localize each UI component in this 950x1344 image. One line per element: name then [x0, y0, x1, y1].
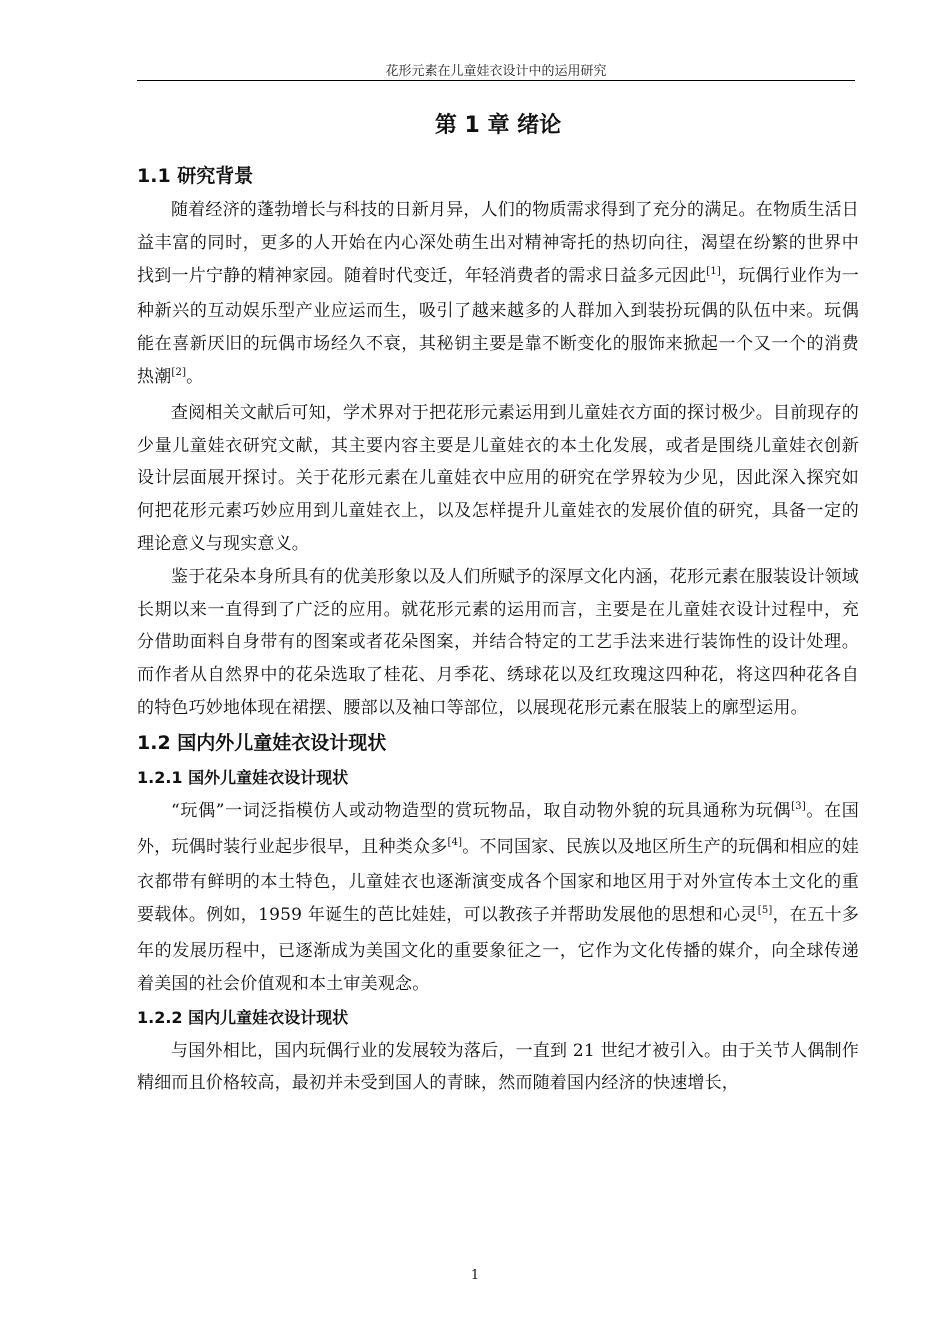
section-heading-1-1: 1.1 研究背景 [137, 165, 254, 187]
paragraph-text: ，在五十多年的发展历程中，已逐渐成为美国文化的重要象征之一，它作为文化传播的媒介，向全球传递着美国的社会价值观和本土审美观念。 [137, 905, 859, 994]
section-heading-1-2: 1.2 国内外儿童娃衣设计现状 [137, 731, 387, 754]
page-number: 1 [470, 1268, 480, 1283]
paragraph-background-3: 鉴于花朵本身所具有的优美形象以及人们所赋予的深厚文化内涵，花形元素在服装设计领域长期以来一直得到了广泛的应用。就花形元素的运用而言，主要是在儿童娃衣设计过程中，充分借助面料自身带有的图案或者花朵图案，并结合特定的工艺手法来进行装饰性的设计处理。而作者从自然界中的花朵选取了桂花、月季花、绣球花以及红玫瑰这四种花，将这四种花各自的特色巧妙地体现在裙摆、腰部以及袖口等部位，以展现花形元素在服装上的廓型运用。 [137, 566, 859, 718]
citation-ref-1[interactable]: [1] [706, 265, 721, 277]
paragraph-text: ，玩偶行业作为一种新兴的互动娱乐型产业应运而生，吸引了越来越多的人群加入到装扮玩偶的队伍中来。玩偶能在喜新厌旧的玩偶市场经久不衰，其秘钥主要是靠不断变化的服饰来掀起一个又一个的消费热潮 [137, 265, 859, 387]
paragraph-text: “玩偶”一词泛指模仿人或动物造型的赏玩物品，取自动物外貌的玩具通称为玩偶 [171, 800, 792, 821]
paragraph-background-2: 查阅相关文献后可知，学术界对于把花形元素运用到儿童娃衣方面的探讨极少。目前现存的少量儿童娃衣研究文献，其主要内容主要是儿童娃衣的本土化发展，或者是围绕儿童娃衣创新设计层面展开探讨。关于花形元素在儿童娃衣中应用的研究在学界较为少见，因此深入探究如何把花形元素巧妙应用到儿童娃衣上，以及怎样提升儿童娃衣的发展价值的研究，具备一定的理论意义与现实意义。 [137, 402, 859, 554]
chapter-title: 第 1 章 绪论 [434, 113, 562, 138]
paragraph-text: 。在国外，玩偶时装行业起步很早，且种类众多 [137, 800, 859, 857]
header-rule [137, 80, 855, 81]
subsection-heading-1-2-2: 1.2.2 国内儿童娃衣设计现状 [137, 1007, 349, 1027]
paragraph-domestic-status: 与国外相比，国内玩偶行业的发展较为落后，一直到 21 世纪才被引入。由于关节人偶制作精细而且价格较高，最初并未受到国人的青睐，然而随着国内经济的快速增长， [137, 1040, 859, 1094]
page-body [137, 104, 859, 1100]
paragraph-text: 。 [186, 366, 204, 387]
citation-ref-5[interactable]: [5] [757, 905, 773, 917]
citation-ref-2[interactable]: [2] [171, 366, 187, 378]
subsection-heading-1-2-1: 1.2.1 国外儿童娃衣设计现状 [137, 767, 349, 787]
paragraph-background-1 [137, 194, 859, 397]
citation-ref-3[interactable]: [3] [791, 800, 806, 812]
paragraph-text: 随着经济的蓬勃增长与科技的日新月异，人们的物质需求得到了充分的满足。在物质生活日益丰富的同时，更多的人开始在内心深处萌生出对精神寄托的热切向往，渴望在纷繁的世界中找到一片宁静的精神家园。随着时代变迁，年轻消费者的需求日益多元因此 [137, 200, 859, 286]
citation-ref-4[interactable]: [4] [447, 836, 463, 848]
paragraph-foreign-status [137, 795, 859, 1001]
running-header: 花形元素在儿童娃衣设计中的运用研究 [385, 64, 607, 79]
paragraph-text: 。不同国家、民族以及地区所生产的玩偶和相应的娃衣都带有鲜明的本土特色，儿童娃衣也逐渐演变成各个国家和地区用于对外宣传本土文化的重要载体。例如，1959 年诞生的芭比娃娃，可以教孩子并帮助发展他的思想和心灵 [137, 836, 859, 926]
